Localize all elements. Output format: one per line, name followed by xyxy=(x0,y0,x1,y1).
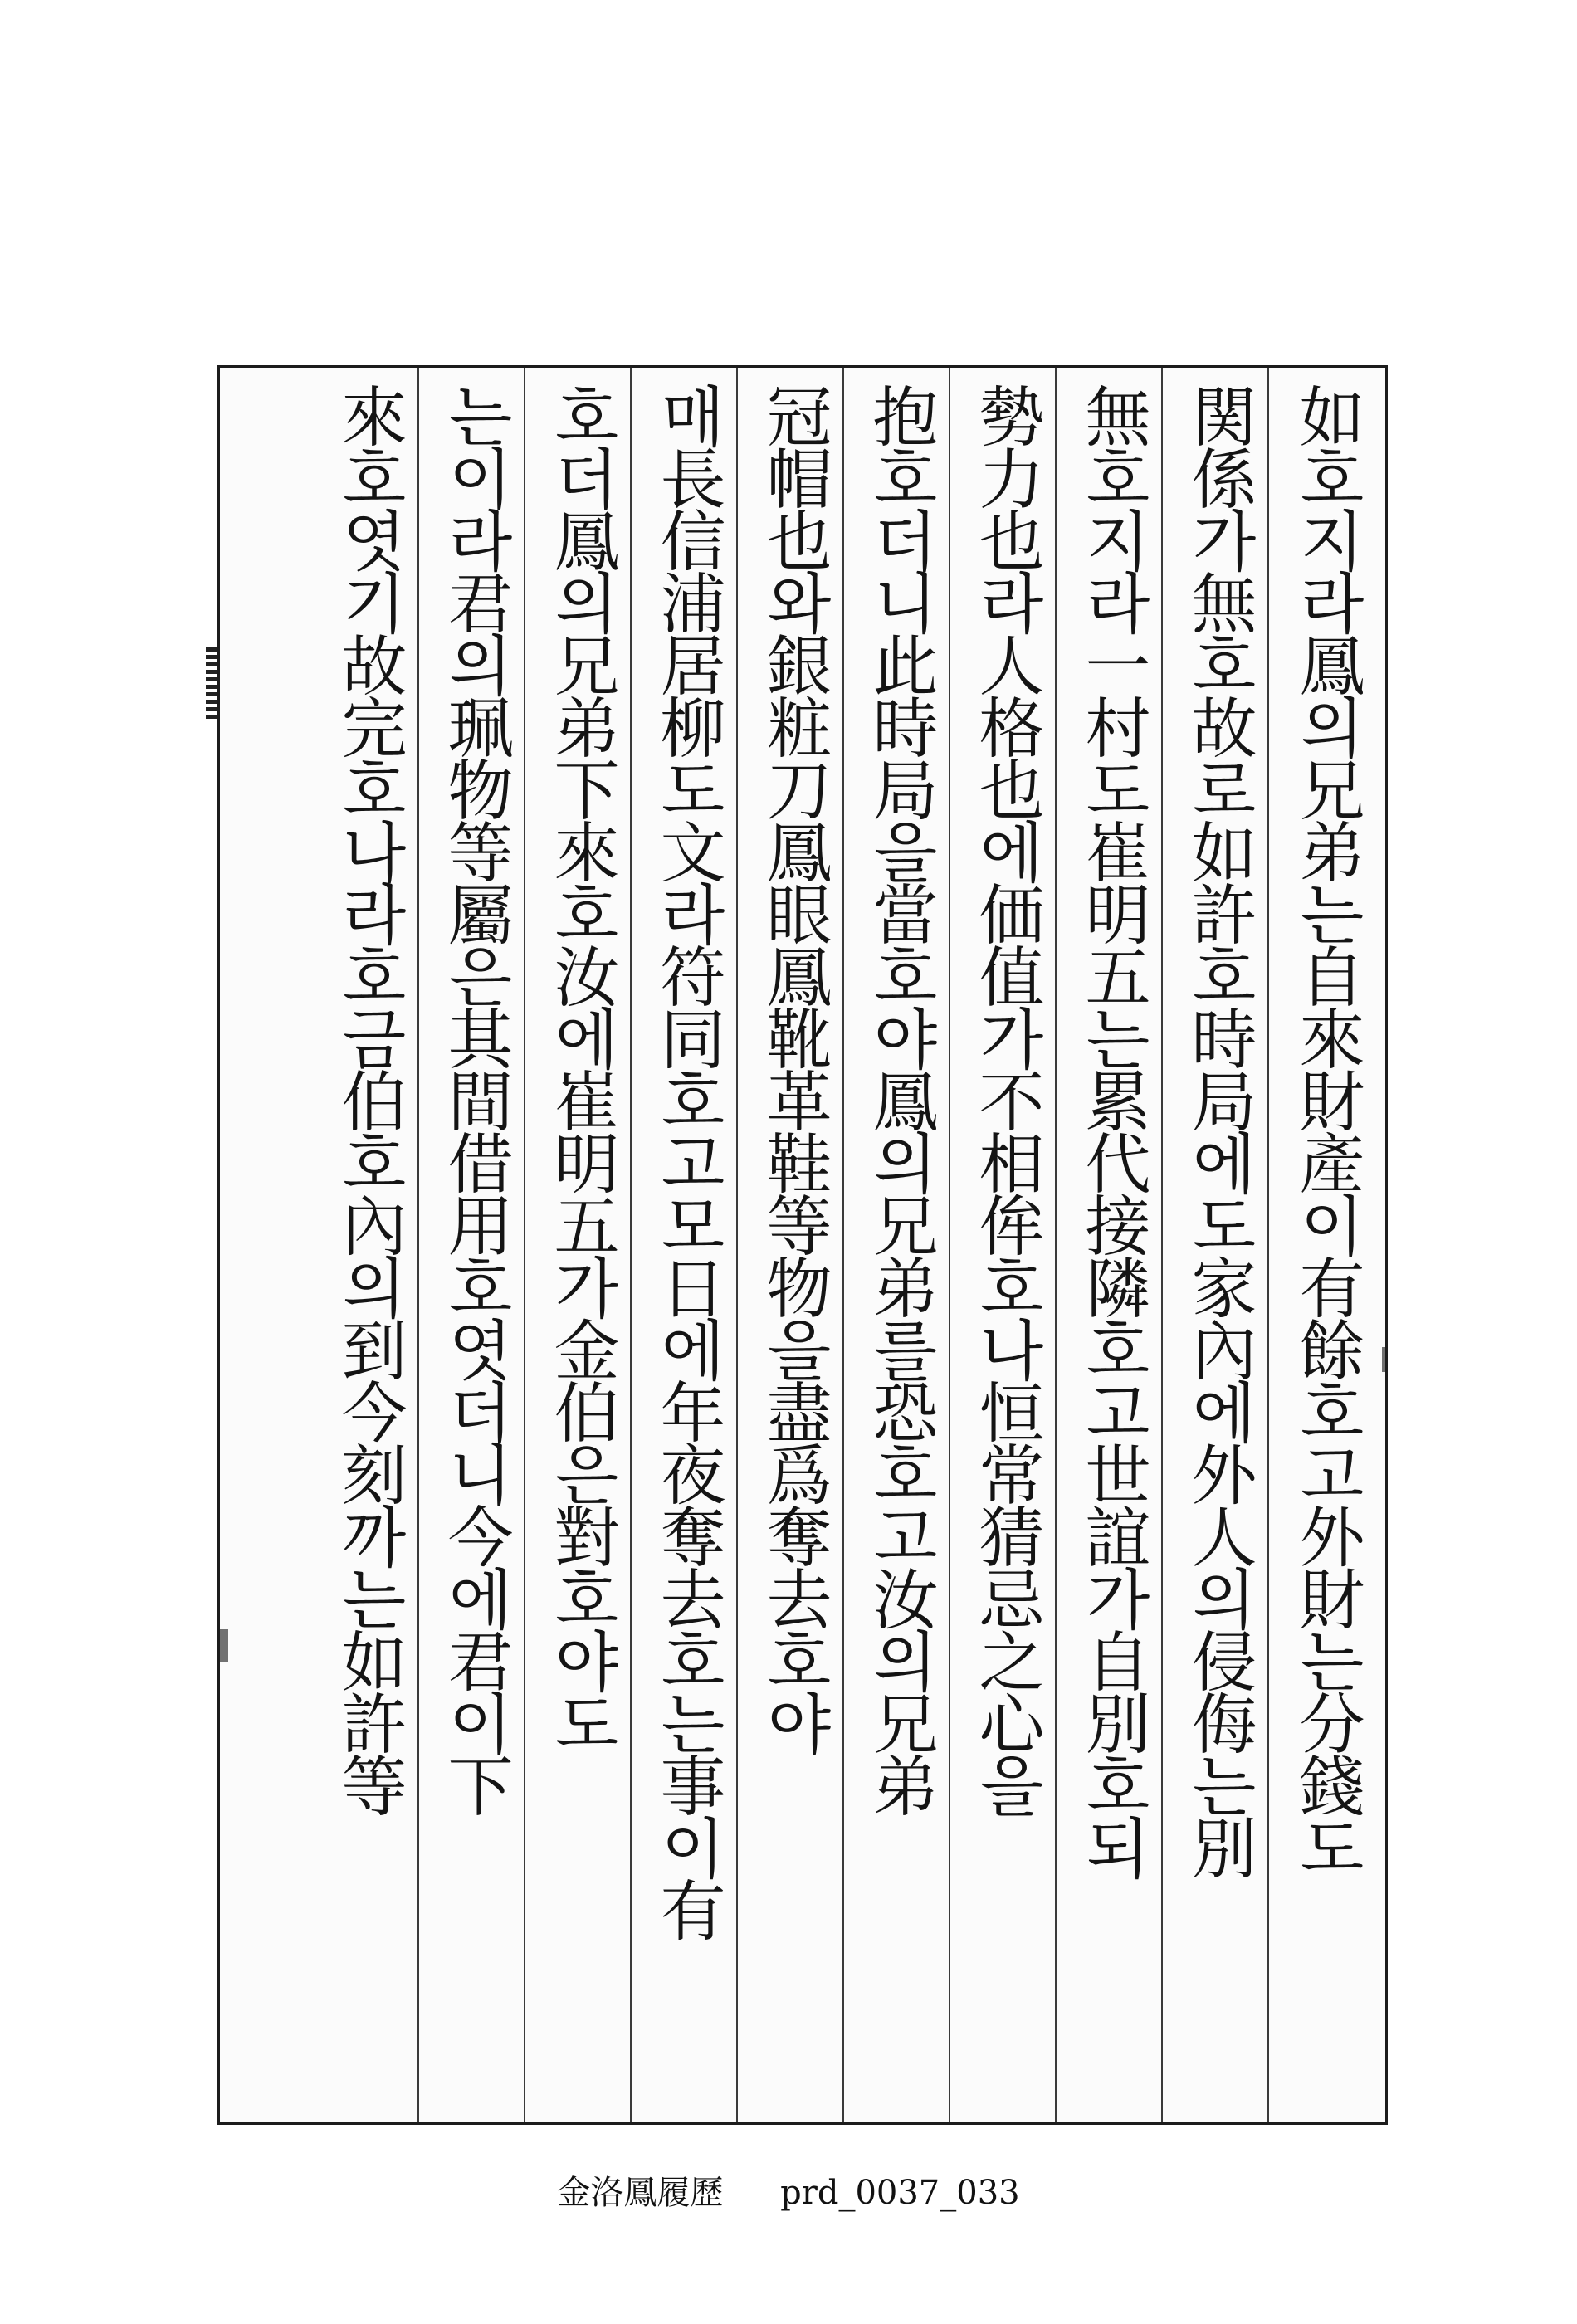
text-column-4: 勢力也라人格也에価值가不相侔호나恒常猜忌之心을 xyxy=(968,383,1044,1814)
text-column-2: 関係가無호故로如許호時局에도家內에外人의侵侮는別 xyxy=(1180,383,1257,1877)
text-column-6: 冠帽也와銀粧刀鳳眼鳳靴革鞋等物을盡爲奪去호야 xyxy=(755,383,832,1752)
text-column-8: 호더鳳의兄弟下來호汝에崔明五가金伯은對호야도 xyxy=(543,383,619,1752)
caption-code: prd_0037_033 xyxy=(780,2174,1020,2212)
text-column-5: 抱호더니此時局을當호야鳳의兄弟를恐호고汝의兄弟 xyxy=(862,383,938,1814)
scan-smudge xyxy=(1382,1347,1388,1372)
page-caption xyxy=(0,2166,1577,2214)
text-column-1: 如호지라鳳의兄弟는自來財產이有餘호고外財는分錢도 xyxy=(1288,383,1365,1877)
text-column-10: 來호엿기故完호나라호금伯호內의到今刻까는如許等 xyxy=(330,383,407,1814)
scan-smudge xyxy=(220,1629,228,1662)
text-column-9: 는이라君의珮物等屬은其間借用호엿더니今에君이下 xyxy=(437,383,513,1814)
manuscript-page xyxy=(217,365,1388,2125)
text-column-3: 無호지라一村도崔明五는累代接隣호고世誼가自別호되 xyxy=(1074,383,1150,1877)
caption-title: 金洛鳳履歷 xyxy=(557,2174,724,2212)
text-column-7: 매長信浦居柳도文라符同호고모日에年夜奪去호는事이有 xyxy=(649,383,725,1939)
